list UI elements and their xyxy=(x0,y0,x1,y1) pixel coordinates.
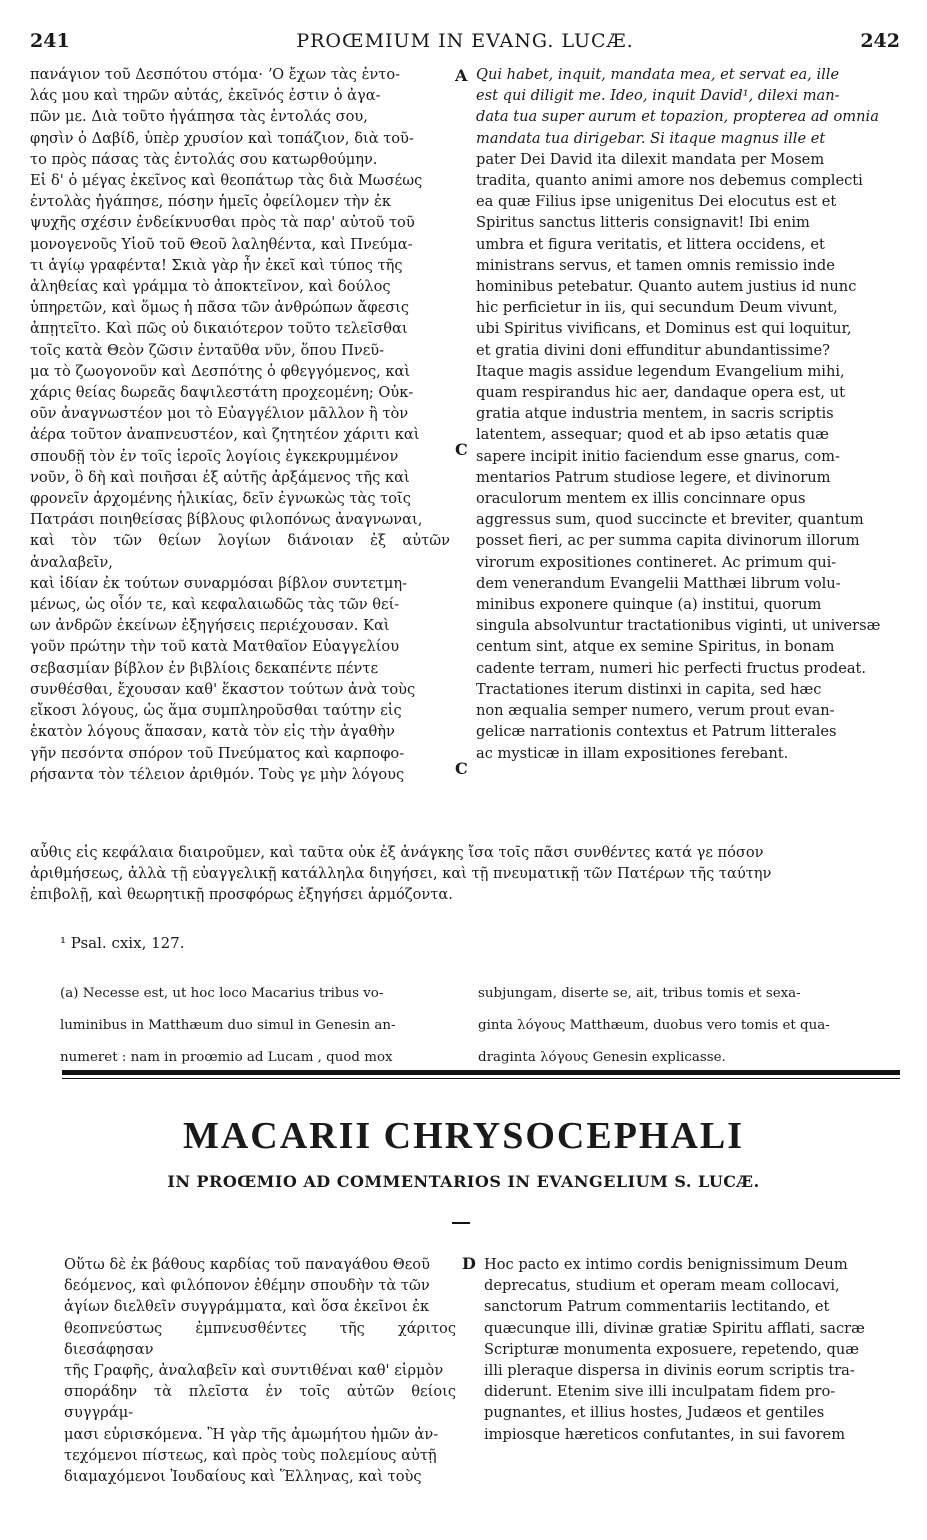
margin-letter-a: A xyxy=(455,66,468,85)
text-line: σπουδῇ τὸν ἐν τοῖς ἱεροῖς λογίοις ἐγκεκρυμμένον xyxy=(30,447,399,465)
greek-column-bottom xyxy=(64,1254,456,1487)
footnote-reference: ¹ Psal. cxix, 127. xyxy=(60,934,185,952)
page-number-right: 242 xyxy=(860,30,900,52)
text-line: Οὕτω δὲ ἐκ βάθους καρδίας τοῦ παναγάθου Θεοῦ xyxy=(64,1256,430,1273)
text-line: ginta λόγους Matthæum, duobus vero tomis et qua- xyxy=(478,1018,830,1034)
text-line: quam respirandus hic aer, dandaque opera est, ut xyxy=(476,384,845,402)
margin-letter-c: C xyxy=(455,440,468,459)
text-line: numeret : nam in proœmio ad Lucam , quod mox xyxy=(60,1050,393,1066)
text-line: Qui habet, inquit, mandata mea, et servat ea, ille xyxy=(476,66,840,83)
text-line: πῶν με. Διὰ τοῦτο ἠγάπησα τὰς ἐντολάς σου, xyxy=(30,108,368,126)
text-line: Itaque magis assidue legendum Evangelium mihi, xyxy=(476,362,845,380)
greek-column-top xyxy=(30,64,450,785)
latin-column-top xyxy=(476,64,896,764)
text-line: μασι εὑρισκόμενα. Ἢ γὰρ τῆς ἀμωμήτου ἡμῶν ἀν- xyxy=(64,1425,439,1443)
text-line: καὶ τὸν τῶν θείων λογίων διάνοιαν ἐξ αὐτῶν ἀναλαβεῖν, xyxy=(30,532,450,571)
text-line: πανάγιον τοῦ Δεσπότου στόμα· ʼΟ ἔχων τὰς ἐντο- xyxy=(30,66,401,83)
text-line: impiosque hæreticos confutantes, in sui favorem xyxy=(484,1425,846,1443)
text-line: μονογενοῦς Υἱοῦ τοῦ Θεοῦ λαληθέντα, καὶ Πνεύμα- xyxy=(30,235,413,253)
text-line: gelicæ narrationis contextus et Patrum litterales xyxy=(476,723,837,741)
text-line: ministrans servus, et tamen omnis remissio inde xyxy=(476,256,835,274)
text-line: ἑκατὸν λόγους ἅπασαν, κατὰ τὸν εἰς τὴν ἀγαθὴν xyxy=(30,723,395,741)
text-line: ων ἀνδρῶν ἐκείνων ἐξηγήσεις περιέχουσαν. Καὶ xyxy=(30,617,390,635)
text-line: ἀριθμήσεως, ἀλλὰ τῇ εὐαγγελικῇ κατάλληλα διηγήσει, καὶ τῇ πνευματικῇ τῶν Πατέρων τῆς ταύτην xyxy=(30,865,772,883)
text-line: τι ἁγίῳ γραφέντα! Σκιὰ γὰρ ἦν ἐκεῖ καὶ τύπος τῆς xyxy=(30,256,403,274)
text-line: ἐντολὰς ἠγάπησε, πόσην ἡμεῖς ὀφείλομεν τὴν ἐκ xyxy=(30,193,392,211)
greek-full-width-tail xyxy=(30,842,898,906)
running-title: PROŒMIUM IN EVANG. LUCÆ. xyxy=(296,30,634,52)
text-line: μένως, ὡς οἷόν τε, καὶ κεφαλαιωδῶς τὰς τῶν θεί- xyxy=(30,596,400,614)
text-line: τῆς Γραφῆς, ἀναλαβεῖν καὶ συντιθέναι καθ' εἱρμὸν xyxy=(64,1362,444,1380)
text-line: λάς μου καὶ τηρῶν αὐτάς, ἐκεῖνός ἐστιν ὁ ἀγα- xyxy=(30,87,381,105)
text-line: dem venerandum Evangelii Matthæi librum volu- xyxy=(476,574,841,592)
text-line: tradita, quanto animi amore nos debemus complecti xyxy=(476,172,863,190)
text-line: sapere incipit initio faciendum esse gnarus, com- xyxy=(476,447,840,465)
text-line: Scripturæ monumenta exposuere, repetendo, quæ xyxy=(484,1340,860,1358)
text-line: sanctorum Patrum commentariis lectitando, et xyxy=(484,1298,830,1316)
margin-letter-c-lower: C xyxy=(455,759,468,778)
text-line: pugnantes, et illius hostes, Judæos et gentiles xyxy=(484,1404,825,1422)
text-line: singula absolvuntur tractationibus viginti, ut universæ xyxy=(476,617,881,635)
text-line: mentarios Patrum studiose legere, et divinorum xyxy=(476,468,831,486)
section-rule-thick xyxy=(62,1070,900,1075)
text-line: γοῦν πρώτην τὴν τοῦ κατὰ Ματθαῖον Εὐαγγελίου xyxy=(30,638,400,656)
text-line: αὖθις εἰς κεφάλαια διαιροῦμεν, καὶ ταῦτα οὐκ ἐξ ἀνάγκης ἴσα τοῖς πᾶσι συνθέντες κατά γε πόσον xyxy=(30,844,764,861)
text-line: luminibus in Matthæum duo simul in Genesin an- xyxy=(60,1018,396,1034)
text-line: Tractationes iterum distinxi in capita, sed hæc xyxy=(476,680,822,698)
text-line: subjungam, diserte se, ait, tribus tomis et sexa- xyxy=(478,986,801,1002)
text-line: hic perficietur in iis, qui secundum Deum vivunt, xyxy=(476,299,838,317)
text-line: quæcunque illi, divinæ gratiæ Spiritu afflati, sacræ xyxy=(484,1319,865,1337)
title-divider xyxy=(452,1222,470,1224)
section-rule-thin xyxy=(62,1078,900,1079)
footnote-a-left xyxy=(60,972,455,1081)
text-line: δεόμενος, καὶ φιλόπονον ἐθέμην σπουδὴν τὰ τῶν xyxy=(64,1277,430,1295)
text-line: τεχόμενοι πίστεως, καὶ πρὸς τοὺς πολεμίους αὐτῇ xyxy=(64,1446,437,1464)
text-line: φρονεῖν ἀρχομένης ἡλικίας, δεῖν ἐγνωκὼς τὰς τοῖς xyxy=(30,490,411,508)
text-line: διαμαχόμενοι Ἰουδαίους καὶ Ἕλληνας, καὶ τοὺς xyxy=(64,1468,422,1486)
text-line: Πατράσι ποιηθείσας βίβλους φιλοπόνως ἀναγνωναι, xyxy=(30,511,423,529)
text-line: οῦν ἀναγνωστέον μοι τὸ Εὐαγγέλιον μᾶλλον ἢ τὸν xyxy=(30,405,409,423)
footnote-a-right xyxy=(478,972,896,1081)
text-line: καὶ ἰδίαν ἐκ τούτων συναρμόσαι βίβλον συντετμη- xyxy=(30,574,408,592)
section-title: MACARII CHRYSOCEPHALI xyxy=(182,1115,745,1157)
text-line: posset fieri, ac per summa capita divinorum illorum xyxy=(476,532,860,550)
text-line: centum sint, atque ex semine Spiritus, in bonam xyxy=(476,638,835,656)
text-line: deprecatus, studium et operam meam collocavi, xyxy=(484,1277,840,1295)
margin-letter-d: D xyxy=(462,1254,476,1273)
text-line: Spiritus sanctus litteris consignavit! Ibi enim xyxy=(476,214,810,232)
text-line: συνθέσθαι, ἔχουσαν καθ' ἕκαστον τούτων ἀνὰ τοὺς xyxy=(30,680,416,698)
text-line: ἀέρα τοῦτον ἀναπνευστέον, καὶ ζητητέον χάριτι καὶ xyxy=(30,426,420,444)
text-line: virorum expositiones contineret. Ac primum qui- xyxy=(476,553,837,571)
text-line: illi pleraque dispersa in divinis eorum scriptis tra- xyxy=(484,1362,855,1380)
text-line: ἀληθείας καὶ γράμμα τὸ ἀποκτεῖνον, καὶ δούλος xyxy=(30,278,391,296)
section-subtitle: IN PROŒMIO AD COMMENTARIOS IN EVANGELIUM S. LUCÆ. xyxy=(167,1172,760,1191)
text-line: μα τὸ ζωογονοῦν καὶ Δεσπότης ὁ φθεγγόμενος, καὶ xyxy=(30,362,411,380)
text-line: et gratia divini doni effunditur abundantissime? xyxy=(476,341,830,359)
text-line: ubi Spiritus vivificans, et Dominus est qui loquitur, xyxy=(476,320,852,338)
text-line: σεβασμίαν βίβλον ἐν βιβλίοις δεκαπέντε πέντε xyxy=(30,659,378,677)
page-header xyxy=(30,30,900,54)
text-line: est qui diligit me. Ideo, inquit David¹, dilexi man- xyxy=(476,87,840,105)
text-line: Hoc pacto ex intimo cordis benignissimum Deum xyxy=(484,1256,848,1273)
text-line: umbra et figura veritatis, et littera occidens, et xyxy=(476,235,825,253)
text-line: ρήσαντα τὸν τέλειον ἀριθμόν. Τοὺς γε μὴν λόγους xyxy=(30,765,405,783)
text-line: χάρις θείας δωρεᾶς δαψιλεστάτη προχεομένη; Οὐκ- xyxy=(30,384,414,402)
text-line: data tua super aurum et topazion, propterea ad omnia xyxy=(476,108,879,126)
text-line: ea quæ Filius ipse unigenitus Dei elocutus est et xyxy=(476,193,837,211)
text-line: pater Dei David ita dilexit mandata per Mosem xyxy=(476,150,825,168)
text-line: hominibus petebatur. Quanto autem justius id nunc xyxy=(476,278,857,296)
text-line: latentem, assequar; quod et ab ipso ætatis quæ xyxy=(476,426,829,444)
text-line: cadente terram, numeri hic perfecti fructus prodeat. xyxy=(476,659,867,677)
text-line: gratia atque industria mentem, in sacris scriptis xyxy=(476,405,834,423)
text-line: (a) Necesse est, ut hoc loco Macarius tribus vo- xyxy=(60,986,384,1002)
text-line: ἁγίων διελθεῖν συγγράμματα, καὶ ὅσα ἐκεῖνοι ἐκ xyxy=(64,1298,430,1316)
text-line: φησὶν ὁ Δαβίδ, ὑπὲρ χρυσίον καὶ τοπάζιον, διὰ τοῦ- xyxy=(30,129,414,147)
text-line: ἀπῃτεῖτο. Καὶ πῶς οὐ δικαιότερον τοῦτο τελεῖσθαι xyxy=(30,320,408,338)
text-line: εἴκοσι λόγους, ὡς ἅμα συμπληροῦσθαι ταύτην εἰς xyxy=(30,702,402,720)
text-line: Εἰ δ' ὁ μέγας ἐκεῖνος καὶ θεοπάτωρ τὰς διὰ Μωσέως xyxy=(30,172,423,190)
latin-column-bottom xyxy=(484,1254,896,1445)
text-line: ψυχῆς σχέσιν ἐνδείκνυσθαι πρὸς τὰ παρ' αὐτοῦ τοῦ xyxy=(30,214,415,232)
text-line: γῆν πεσόντα σπόρον τοῦ Πνεύματος καὶ καρποφο- xyxy=(30,744,405,762)
text-line: mandata tua dirigebar. Si itaque magnus ille et xyxy=(476,129,826,147)
text-line: aggressus sum, quod succincte et breviter, quantum xyxy=(476,511,864,529)
text-line: ac mysticæ in illam expositiones ferebant. xyxy=(476,744,789,762)
text-line: diderunt. Etenim sive illi inculpatam fidem pro- xyxy=(484,1383,836,1401)
page-number-left: 241 xyxy=(30,30,70,52)
text-line: draginta λόγους Genesin explicasse. xyxy=(478,1050,726,1066)
text-line: minibus exponere quinque (a) institui, quorum xyxy=(476,596,822,614)
text-line: non æqualia semper numero, verum prout evan- xyxy=(476,702,835,720)
text-line: σποράδην τὰ πλεῖστα ἐν τοῖς αὐτῶν θείοις συγγράμ- xyxy=(64,1383,456,1422)
text-line: ὑπηρετῶν, καὶ ὅμως ἡ πᾶσα τῶν ἀνθρώπων ἄφεσις xyxy=(30,299,410,317)
text-line: oraculorum mentem ex illis concinnare opus xyxy=(476,490,806,508)
text-line: νοῦν, ὃ δὴ καὶ ποιῆσαι ἐξ αὐτῆς ἀρξάμενος τῆς καὶ xyxy=(30,468,410,486)
text-line: ἐπιβολῇ, καὶ θεωρητικῇ προσφόρως ἐξηγήσει ἁρμόζοντα. xyxy=(30,886,453,904)
text-line: τοῖς κατὰ Θεὸν ζῶσιν ἐνταῦθα νῦν, ὅπου Πνεῦ- xyxy=(30,341,385,359)
text-line: θεοπνεύστως ἐμπνευσθέντες τῆς χάριτος διεσάφησαν xyxy=(64,1319,456,1358)
text-line: το πρὸς πάσας τὰς ἐντολάς σου κατωρθούμην. xyxy=(30,150,378,168)
